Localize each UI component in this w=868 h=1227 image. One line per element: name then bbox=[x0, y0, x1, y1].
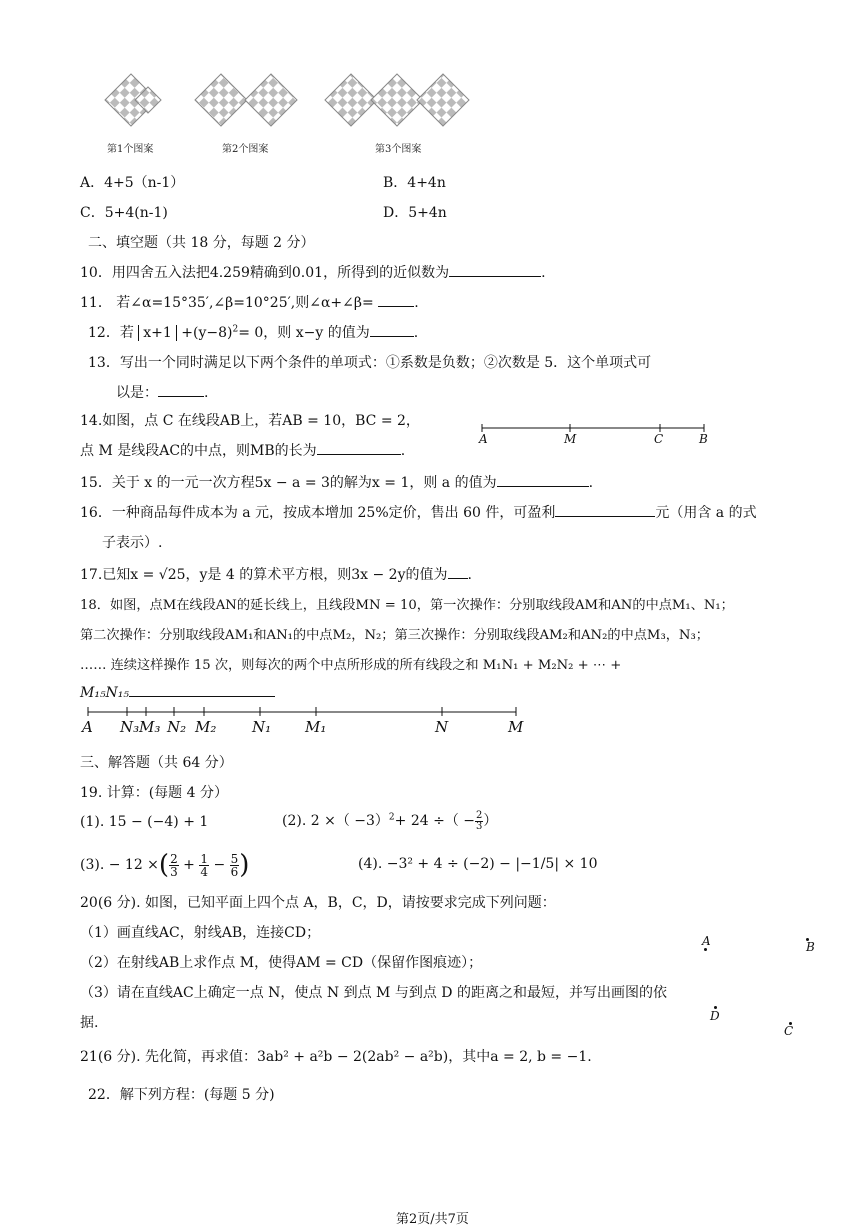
q18-label-n3: N₃ bbox=[120, 718, 140, 736]
question-18-line-1: 18．如图，点M在线段AN的延长线上，且线段MN = 10，第一次操作：分别取线段AM和AN的中点M₁、N₁； bbox=[80, 598, 734, 613]
question-10 bbox=[80, 262, 546, 282]
fraction bbox=[199, 853, 209, 878]
q14-label-a: A bbox=[479, 432, 488, 446]
q19-part-1: (1). 15 − (−4) + 1 bbox=[80, 814, 209, 830]
pattern-1 bbox=[105, 74, 161, 126]
point-c-label: C bbox=[784, 1024, 794, 1038]
q19-3-pre: (3). − 12 × bbox=[80, 857, 159, 873]
section-3-heading: 三、解答题（共 64 分） bbox=[80, 755, 233, 771]
question-21: 21(6 分). 先化简，再求值：3ab² + a²b − 2(2ab² − a²b)，其中a = 2, b = −1. bbox=[80, 1049, 592, 1065]
question-19: 19. 计算：(每题 4 分） bbox=[80, 785, 228, 801]
q12-abs: x+1 bbox=[143, 325, 172, 341]
q14-label-m: M bbox=[564, 432, 577, 446]
q19-2-pre: (2). 2 ×（ −3） bbox=[282, 813, 389, 829]
q18-label-n1: N₁ bbox=[252, 718, 272, 736]
q16-l1b: 元（用含 a 的式 bbox=[655, 505, 757, 521]
question-13-line-1: 13．写出一个同时满足以下两个条件的单项式：①系数是负数；②次数是 5．这个单项式可 bbox=[88, 355, 652, 371]
question-22: 22．解下列方程：(每题 5 分) bbox=[88, 1087, 275, 1103]
q14-segment-figure bbox=[478, 422, 718, 434]
question-18-line-4 bbox=[80, 682, 275, 701]
question-20-line-2: （1）画直线AC，射线AB，连接CD； bbox=[80, 925, 321, 941]
fraction bbox=[230, 853, 240, 878]
question-14-line-1: 14.如图，点 C 在线段AB上，若AB = 10，BC = 2， bbox=[80, 413, 420, 429]
option-a: A．4+5（n-1） bbox=[80, 175, 185, 191]
pattern-caption-1: 第1个图案 bbox=[107, 144, 154, 155]
q19-part-4: (4). −3² + 4 ÷ (−2) − |−1/5| × 10 bbox=[358, 856, 598, 872]
point-d-label: D bbox=[710, 1009, 720, 1023]
abs-value bbox=[138, 325, 177, 341]
answer-blank bbox=[555, 502, 655, 517]
q18-label-n: N bbox=[435, 718, 449, 736]
question-13-line-2 bbox=[116, 382, 208, 402]
frac-num: 1 bbox=[200, 851, 208, 866]
pattern-caption-2: 第2个图案 bbox=[222, 144, 269, 155]
q13-l2: 以是： bbox=[116, 385, 158, 401]
answer-blank bbox=[448, 564, 468, 579]
frac-den: 3 bbox=[170, 864, 178, 879]
point-a-label: A bbox=[702, 934, 711, 948]
answer-blank bbox=[497, 472, 589, 487]
q13-end: . bbox=[204, 385, 209, 401]
q12-sup: 2 bbox=[232, 324, 239, 335]
answer-blank bbox=[378, 292, 414, 307]
q14-l2: 点 M 是线段AC的中点，则MB的长为 bbox=[80, 443, 317, 459]
q12-end: . bbox=[413, 325, 419, 341]
question-18-line-2: 第二次操作：分别取线段AM₁和AN₁的中点M₂，N₂；第三次操作：分别取线段AM₂和AN₂的中点M₃，N₃； bbox=[80, 628, 709, 643]
pattern-caption-3: 第3个图案 bbox=[375, 144, 422, 155]
q14-label-b: B bbox=[699, 432, 708, 446]
frac-num: 2 bbox=[476, 809, 483, 821]
q12-pre: 12．若 bbox=[88, 325, 134, 341]
page-number: 第2页/共7页 bbox=[396, 1212, 469, 1227]
right-paren: ) bbox=[239, 850, 250, 880]
q19-2-sup: 2 bbox=[388, 812, 395, 823]
answer-blank bbox=[317, 440, 401, 455]
q18-l4: M₁₅N₁₅ bbox=[80, 685, 130, 701]
q18-label-m2: M₂ bbox=[195, 718, 217, 736]
question-16-line-2: 子表示）. bbox=[102, 535, 163, 551]
question-11 bbox=[80, 292, 419, 312]
q10-end: . bbox=[541, 265, 546, 281]
frac-den: 6 bbox=[230, 864, 239, 879]
q18-label-a: A bbox=[82, 718, 93, 736]
point-a-dot bbox=[704, 948, 707, 951]
option-c: C．5+4(n-1) bbox=[80, 205, 168, 221]
q15-text: 15．关于 x 的一元一次方程5x − a = 3的解为x = 1，则 a 的值为 bbox=[80, 475, 497, 491]
question-12 bbox=[88, 322, 418, 342]
q18-segment-figure bbox=[84, 704, 524, 718]
pattern-figures bbox=[95, 68, 485, 138]
option-b: B．4+4n bbox=[383, 175, 446, 191]
question-20-line-4: （3）请在直线AC上确定一点 N，使点 N 到点 M 与到点 D 的距离之和最短，并写出画图的依 bbox=[80, 985, 667, 1001]
question-20-line-1: 20(6 分). 如图，已知平面上四个点 A，B，C，D，请按要求完成下列问题： bbox=[80, 895, 556, 911]
frac-num: 5 bbox=[230, 851, 239, 866]
pattern-3 bbox=[325, 74, 469, 126]
point-b-label: B bbox=[806, 940, 815, 954]
q11-text: 11． 若∠α=15°35′,∠β=10°25′,则∠α+∠β= bbox=[80, 295, 374, 311]
left-paren: ( bbox=[158, 850, 170, 880]
question-20-line-3: （2）在射线AB上求作点 M，使得AM = CD（保留作图痕迹）； bbox=[80, 955, 483, 971]
q18-label-m3: M₃ bbox=[139, 718, 161, 736]
frac-den: 4 bbox=[200, 864, 208, 879]
q12-post: = 0，则 x−y 的值为 bbox=[238, 325, 370, 341]
answer-blank bbox=[370, 322, 414, 337]
q19-2-close: ） bbox=[483, 813, 498, 829]
answer-blank bbox=[158, 382, 204, 397]
answer-blank bbox=[449, 262, 541, 277]
q17-text: 17.已知x = √25，y是 4 的算术平方根，则3x − 2y的值为 bbox=[80, 567, 448, 583]
q19-2-post: + 24 ÷（ − bbox=[394, 813, 476, 829]
frac-den: 3 bbox=[476, 820, 483, 832]
q18-label-m: M bbox=[508, 718, 524, 736]
option-d: D．5+4n bbox=[383, 205, 447, 221]
q16-l1: 16．一种商品每件成本为 a 元，按成本增加 25%定价，售出 60 件，可盈利 bbox=[80, 505, 556, 521]
q18-label-n2: N₂ bbox=[167, 718, 187, 736]
q14-label-c: C bbox=[654, 432, 664, 446]
question-20-line-5: 据. bbox=[80, 1015, 99, 1031]
q10-text: 10．用四舍五入法把4.259精确到0.01，所得到的近似数为 bbox=[80, 265, 450, 281]
section-2-heading: 二、填空题（共 18 分，每题 2 分） bbox=[88, 235, 315, 251]
q19-part-3: (3). − 12 ×( $\frac{2}{3}$ + $\frac{1}{4}$ − $\frac{5}{6}$ ) bbox=[80, 850, 250, 880]
answer-blank bbox=[129, 682, 275, 697]
question-14-line-2 bbox=[80, 440, 405, 460]
q11-end: . bbox=[414, 295, 419, 311]
pattern-2 bbox=[195, 74, 297, 126]
frac-num: 2 bbox=[170, 851, 178, 866]
question-16-line-1 bbox=[80, 502, 757, 522]
fraction bbox=[169, 853, 179, 878]
q19-part-2 bbox=[282, 810, 497, 832]
question-17 bbox=[80, 564, 472, 584]
q14-end: . bbox=[400, 443, 406, 459]
q18-label-m1: M₁ bbox=[305, 718, 327, 736]
q15-end: . bbox=[588, 475, 594, 491]
q17-end: . bbox=[467, 567, 472, 583]
q12-mid: +(y−8) bbox=[181, 325, 233, 341]
question-15 bbox=[80, 472, 593, 492]
question-18-line-3: …… 连续这样操作 15 次，则每次的两个中点所形成的所有线段之和 M₁N₁ + M₂N₂ + ⋯ + bbox=[80, 658, 622, 673]
